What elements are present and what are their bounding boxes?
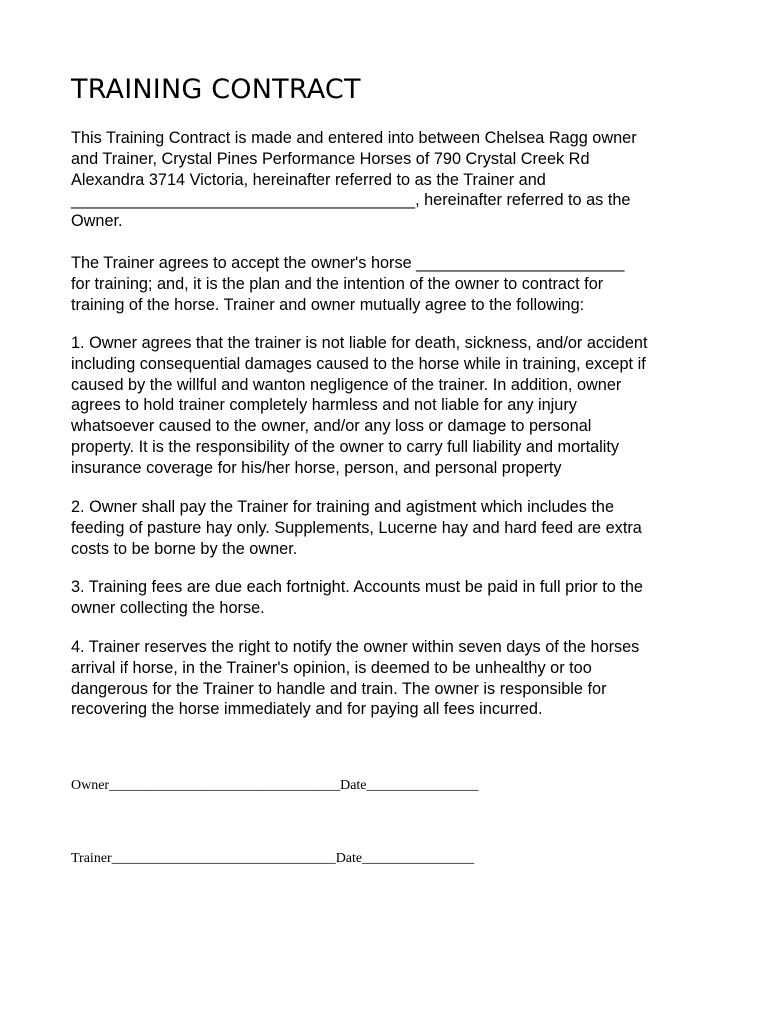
clause-line: 2. Owner shall pay the Trainer for training and agistment which includes the	[71, 498, 614, 516]
clause-line: 4. Trainer reserves the right to notify the owner within seven days of the horses	[71, 638, 640, 656]
intro-line: Owner.	[71, 212, 123, 231]
clause-line: arrival if horse, in the Trainer's opinion, is deemed to be unhealthy or too	[71, 658, 592, 677]
horse-clause-line: for training; and, it is the plan and the intention of the owner to contract for	[71, 274, 604, 293]
document-title: TRAINING CONTRACT	[71, 74, 361, 105]
trainer-signature-line: Trainer________________________________Date________________	[71, 851, 475, 866]
intro-line: ______________________________________, hereinafter referred to as the	[71, 191, 631, 210]
clause-line: recovering the horse immediately and for paying all fees incurred.	[71, 700, 543, 719]
clause-line: 1. Owner agrees that the trainer is not liable for death, sickness, and/or accident	[71, 334, 648, 352]
clause-line: 3. Training fees are due each fortnight. Accounts must be paid in full prior to the	[71, 578, 643, 596]
horse-clause-paragraph	[71, 253, 624, 315]
clause-line: agrees to hold trainer completely harmless and not liable for any injury	[71, 396, 577, 415]
clause-line: owner collecting the horse.	[71, 598, 265, 617]
clause-line: property. It is the responsibility of the owner to carry full liability and mortality	[71, 437, 620, 456]
clause-line: including consequential damages caused to the horse while in training, except if	[71, 354, 646, 373]
intro-line: Alexandra 3714 Victoria, hereinafter referred to as the Trainer and	[71, 170, 546, 189]
owner-signature-line: Owner_________________________________Date________________	[71, 778, 479, 793]
horse-clause-line: The Trainer agrees to accept the owner's horse _______________________	[71, 254, 625, 272]
clause-line: caused by the willful and wanton negligence of the trainer. In addition, owner	[71, 375, 622, 394]
clause-2-paragraph	[71, 497, 642, 559]
intro-paragraph	[71, 128, 637, 232]
clause-4-paragraph	[71, 637, 639, 720]
clause-line: whatsoever caused to the owner, and/or any loss or damage to personal	[71, 417, 592, 436]
clause-line: dangerous for the Trainer to handle and train. The owner is responsible for	[71, 679, 607, 698]
clause-1-paragraph	[71, 333, 648, 479]
intro-line: and Trainer, Crystal Pines Performance Horses of 790 Crystal Creek Rd	[71, 149, 590, 168]
clause-line: feeding of pasture hay only. Supplements, Lucerne hay and hard feed are extra	[71, 518, 642, 537]
horse-clause-line: training of the horse. Trainer and owner mutually agree to the following:	[71, 295, 585, 314]
intro-line: This Training Contract is made and entered into between Chelsea Ragg owner	[71, 129, 637, 147]
clause-3-paragraph	[71, 577, 643, 619]
clause-line: insurance coverage for his/her horse, person, and personal property	[71, 458, 562, 477]
clause-line: costs to be borne by the owner.	[71, 539, 298, 558]
